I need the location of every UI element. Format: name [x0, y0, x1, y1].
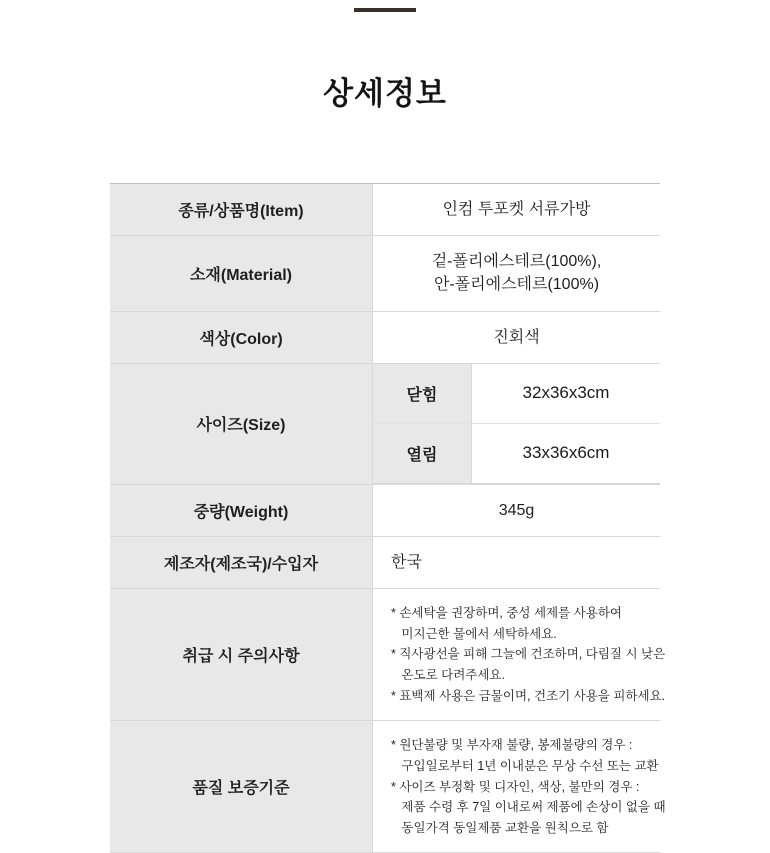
spec-label-color: 색상(Color) — [110, 311, 373, 363]
size-value-closed: 32x36x3cm — [522, 383, 610, 403]
spec-label-material: 소재(Material) — [110, 236, 373, 311]
product-spec-table — [110, 183, 666, 853]
care-notes — [381, 603, 666, 706]
table-row — [110, 589, 660, 721]
care-note-line: 미지근한 물에서 세탁하세요. — [391, 626, 557, 641]
spec-label-weight: 중량(Weight) — [110, 484, 373, 536]
size-row-open — [373, 423, 660, 483]
spec-table-wrapper — [110, 183, 666, 853]
size-key-closed: 닫힘 — [373, 364, 472, 424]
spec-value-warranty — [373, 721, 666, 853]
table-row — [110, 311, 660, 363]
spec-value-size — [373, 363, 661, 484]
care-note-line: * 손세탁을 권장하며, 중성 세제를 사용하여 — [391, 606, 622, 621]
warranty-notes — [381, 735, 666, 838]
warranty-note-line: 제품 수령 후 7일 이내로써 제품에 손상이 없을 때 — [391, 800, 666, 815]
spec-label-manufacturer: 제조자(제조국)/수입자 — [110, 536, 373, 588]
spec-value-item: 인컴 투포켓 서류가방 — [442, 201, 591, 218]
size-row-closed — [373, 364, 660, 424]
warranty-note-line: 동일가격 동일제품 교환을 원칙으로 함 — [391, 820, 609, 835]
size-subtable — [373, 364, 660, 484]
material-line-1: 겉-폴리에스테르(100%), — [431, 253, 602, 271]
care-note-line: * 직사광선을 피해 그늘에 건조하며, 다림질 시 낮은 — [391, 647, 666, 662]
spec-value-weight: 345g — [498, 501, 535, 519]
spec-label-size: 사이즈(Size) — [110, 363, 373, 484]
spec-value-manufacturer: 한국 — [391, 553, 422, 571]
spec-label-item: 종류/상품명(Item) — [110, 184, 373, 236]
warranty-note-line: * 사이즈 부정확 및 디자인, 색상, 불만의 경우 : — [391, 779, 640, 794]
table-row — [110, 721, 660, 853]
table-row — [110, 184, 660, 236]
spec-label-care: 취급 시 주의사항 — [110, 589, 373, 721]
warranty-note-line: * 원단불량 및 부자재 불량, 봉제불량의 경우 : — [391, 738, 633, 753]
care-note-line: 온도로 다려주세요. — [391, 668, 505, 682]
spec-label-warranty: 품질 보증기준 — [110, 721, 373, 853]
spec-value-care — [373, 589, 666, 721]
care-note-line: * 표백제 사용은 금물이며, 건조기 사용을 피하세요. — [391, 688, 666, 703]
material-line-2: 안-폴리에스테르(100%) — [433, 276, 600, 294]
page-title: 상세정보 — [323, 76, 447, 111]
table-row — [110, 236, 660, 311]
table-row — [110, 536, 660, 588]
spec-value-color: 진회색 — [493, 328, 540, 346]
top-divider-rule — [354, 8, 416, 12]
size-key-open: 열림 — [373, 423, 472, 483]
table-row — [110, 484, 660, 536]
spec-value-material — [373, 236, 661, 311]
table-row — [110, 363, 660, 484]
size-value-open: 33x36x6cm — [522, 443, 610, 463]
warranty-note-line: 구입일로부터 1년 이내분은 무상 수선 또는 교환 — [391, 758, 659, 773]
